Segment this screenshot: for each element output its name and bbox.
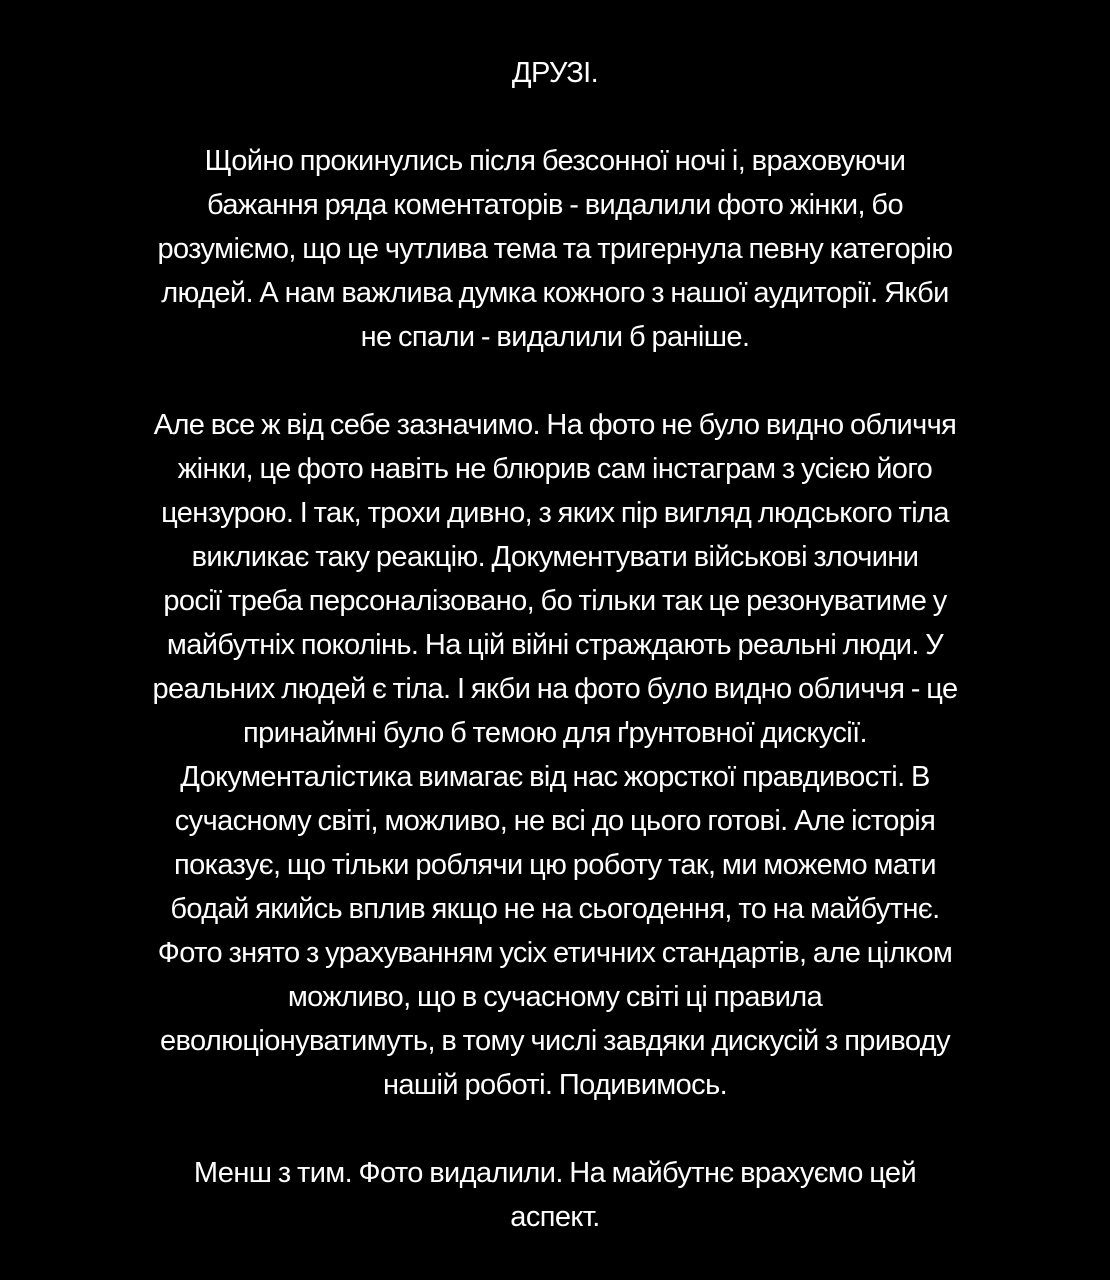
text-line: жінки, це фото навіть не блюрив сам інстаграм з усією його (177, 453, 933, 485)
text-line: Документалістика вимагає від нас жорсткої правдивості. В (180, 761, 930, 793)
text-line: розуміємо, що це чутлива тема та тригернула певну категорію (157, 233, 953, 265)
text-line: показує, що тільки роблячи цю роботу так, ми можемо мати (173, 849, 937, 881)
text-line: Щойно прокинулись після безсонної ночі і, враховуючи (204, 145, 906, 177)
paragraph-3 (60, 1151, 1050, 1239)
text-line: росії треба персоналізовано, бо тільки так це резонуватиме у (163, 585, 947, 617)
text-line: Але все ж від себе зазначимо. На фото не було видно обличчя (153, 409, 957, 441)
text-line: аспект. (510, 1201, 600, 1233)
text-line: Менш з тим. Фото видалили. На майбутнє врахуємо цей (193, 1157, 917, 1189)
text-line: Фото знято з урахуванням усіх етичних стандартів, але цілком (157, 937, 953, 969)
text-line: цензурою. І так, трохи дивно, з яких пір вигляд людського тіла (161, 497, 949, 529)
text-line: можливо, що в сучасному світі ці правила (287, 981, 823, 1013)
text-line: не спали - видалили б раніше. (360, 321, 750, 353)
text-line: сучасному світі, можливо, не всі до цього готові. Але історія (174, 805, 936, 837)
text-line: принаймні було б темою для ґрунтовної дискусії. (243, 717, 867, 749)
paragraph-1 (60, 139, 1050, 359)
text-line: реальних людей є тіла. І якби на фото було видно обличчя - це (152, 673, 958, 705)
text-line: майбутніх поколінь. На цій війні страждають реальні люди. У (166, 629, 944, 661)
text-line: викликає таку реакцію. Документувати військові злочини (191, 541, 919, 573)
text-line: еволюціонуватимуть, в тому числі завдяки дискусій з приводу (159, 1025, 951, 1057)
text-line: нашій роботі. Подивимось. (382, 1069, 728, 1101)
text-line: людей. А нам важлива думка кожного з нашої аудиторії. Якби (161, 277, 949, 309)
text-line: бажання ряда коментаторів - видалили фото жінки, бо (207, 189, 903, 221)
text-line: бодай якийсь вплив якщо не на сьогодення, то на майбутнє. (170, 893, 940, 925)
story-title: ДРУЗІ. (511, 57, 599, 89)
paragraph-2 (60, 403, 1050, 1107)
